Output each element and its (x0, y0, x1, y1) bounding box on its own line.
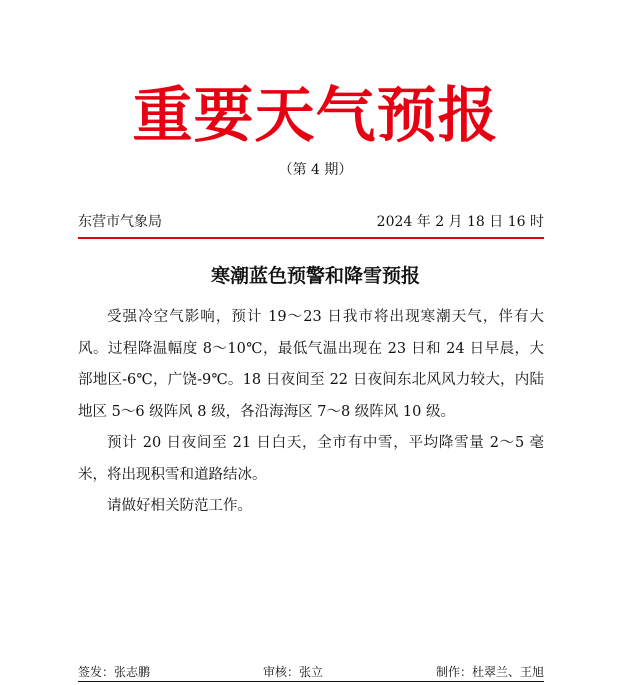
footer-row (78, 664, 544, 680)
issue-datetime: 2024 年 2 月 18 日 16 时 (376, 214, 544, 230)
red-divider (78, 237, 544, 239)
issue-number: （第 4 期） (278, 162, 353, 178)
paragraph-3: 请做好相关防范工作。 (107, 498, 252, 514)
footer-prepared: 制作：杜翠兰、王旭 (435, 665, 544, 679)
paragraph-1: 受强冷空气影响，预计 19～23 日我市将出现寒潮天气，伴有大风。过程降温幅度 8～10℃，最低气温出现在 23 日和 24 日早晨，大部地区-6℃，广饶-9℃。18 日夜间至 22 日夜间东北风风力较大，内陆地区 5～6 级阵风 8 级，各沿海海区 7～8 级阵风 10 级。 (78, 309, 544, 420)
meta-row (78, 212, 544, 232)
headline: 寒潮蓝色预警和降雪预报 (210, 265, 420, 287)
issuer: 东营市气象局 (78, 214, 162, 230)
footer-divider (78, 681, 544, 682)
paragraph-2: 预计 20 日夜间至 21 日白天，全市有中雪，平均降雪量 2～5 毫米，将出现积雪和道路结冰。 (78, 435, 544, 483)
masthead-title: 重要天气预报 (132, 81, 499, 151)
footer (78, 664, 544, 682)
footer-reviewed: 审核：张立 (262, 665, 323, 679)
footer-signed: 签发：张志鹏 (78, 665, 151, 679)
body-text (78, 302, 544, 523)
